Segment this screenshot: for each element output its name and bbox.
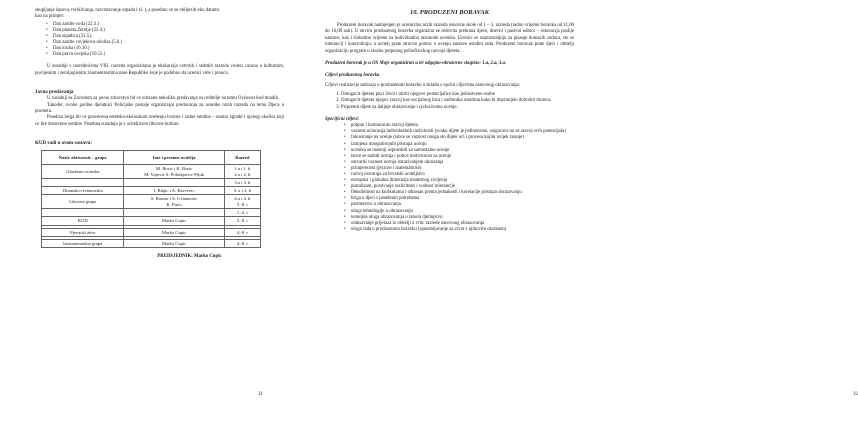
table-cell: 3. a i 3. b <box>224 187 260 195</box>
paragraph-excursion: U suradnji s razrednicima VIII. razreda organizirana je ekskurzija cetvrtih i sedmih razreda vodeci racuna o kulturnim, povijesnim i zemljopisnim znamenitostima nase Republike koje je podobno da ucenici vide i proucu. <box>35 64 284 76</box>
page-number-left: 31 <box>258 392 263 397</box>
table-header-row <box>42 151 261 165</box>
table-row <box>42 217 261 225</box>
table-cell: Marko Cupic <box>124 239 224 247</box>
goals-list <box>325 92 574 111</box>
list-item: • potpun i harmonican razvoj djeteta <box>351 123 574 129</box>
list-item: • fokusiranje na ucenje (istice se vaznost onoga sto dijete uci i procesa kojim uvijek znanje) <box>351 135 574 141</box>
list-item: • Dan zastite voda (22.3.) <box>53 22 284 28</box>
kud-table-body <box>42 165 261 248</box>
table-header: Ime i prezime ucitelja <box>124 151 224 165</box>
list-item: • Dan prava covjeka (10.12.) <box>53 52 284 58</box>
page-right <box>300 0 858 424</box>
intro-line-1: skupljanje lapova, recikliranja, razvrstavanje otpada i sl. ), a posebno ce se obiljeziti eko datumi <box>35 8 220 13</box>
list-item: • uloga rada u produzenom boravku (sposobljavanje za zivot s njihovim okolisem) <box>351 227 574 233</box>
paragraph-intro: Produzeni boravak namijenjen je ucenicima nizih razreda osnovne skole od 1 – 3. razreda (radno vrijeme boravka od 11,00 do 16,00 sati). U okviru produzenog boravka organizira se redovita prehrana djece, dnevni i pasivni odmor – rekreacija poslije nastave, kao i slobodno vrijeme za individualnu razonodu ucenika. Ucenici se osamostaljuju za pisanje domacih zadaca, sto se tolerancij i kontroliraju, a ucitelj prate strucnu pomoc u ucenju nastave ostalim rada. Produzeni boravak prate djeci i obitelji organizaciju program u sluzbu potpunog psihofizickog razvoja djeteta. <box>325 23 574 54</box>
heading-specific-goals: Specificni ciljevi: <box>325 116 360 122</box>
table-cell <box>42 178 124 186</box>
table-row <box>42 195 261 209</box>
list-item: • Dan planeta Zemlje (22.4.) <box>53 28 284 34</box>
list-item: • europska i globalna dimenzija modernog zivljenja <box>351 178 574 184</box>
table-cell: KUD <box>42 217 124 225</box>
heading-groups: Produzeni boravak je u OS Moje organiziran u tri odgojno-obrazovne skupine: 1.a, 2.a, 3.a. <box>325 61 507 67</box>
list-item: 1. Omogucit djetetu puzi 3ivot i okriti njegove potencijalice kao jedinstvene osobe <box>341 92 574 98</box>
table-row <box>42 187 261 195</box>
page-gutter <box>299 0 300 424</box>
list-item: • Dan sipadica (31.5), <box>53 34 284 40</box>
page-left <box>0 0 300 424</box>
table-row <box>42 239 261 247</box>
list-item: • fleksibilnost na kurikuluma i odnosan prema jednakosti i korelacije pristupa obrazovanju <box>351 190 574 196</box>
list-item: • razvoj ostvaraja za hrvatski uciteljstvo <box>351 172 574 178</box>
table-row <box>42 209 261 217</box>
list-item: • Dan kruha (16.10.) <box>53 46 284 52</box>
table-cell <box>42 209 124 217</box>
list-item: • primjerenost (jezicne i matematicke) <box>351 166 574 172</box>
list-item: • uloga tehnologije u obrazovanju <box>351 209 574 215</box>
table-cell <box>124 209 224 217</box>
president-signature: PREDSJEDNIK: Marko Cupic <box>157 254 222 260</box>
table-cell: M. Rosic i K. Boric M. Vujevic S. Pololapovic-Pijuk <box>124 165 224 179</box>
table-header: Razred <box>224 151 260 165</box>
table-header: Naziv aktivnosti – grupe <box>42 151 124 165</box>
list-item: • temeljna uloga obrazovanja u ranom djetinjstvu <box>351 215 574 221</box>
table-cell: Instrumentalna grupa <box>42 239 124 247</box>
table-cell: S. Romac i S. Cvitanovic K. Puric <box>124 195 224 209</box>
table-cell: I. Blajic i A. Bavcevic <box>124 187 224 195</box>
table-cell: 5.-8. r <box>224 217 260 225</box>
paragraph-lectures-1: U suradnji sa Zavodom za javno zdravstvo bit ce odrzano nekoliko predavanja za roditelje na temu Ovisnost kod mladih. <box>47 96 280 102</box>
kud-table <box>41 150 261 248</box>
table-cell: 1.-4. r <box>224 209 260 217</box>
table-cell: 4.-8. r <box>224 239 260 247</box>
list-item: • partnerstvo u obrazovanju <box>351 202 574 208</box>
heading-goals: Ciljevi produzenog boravka <box>325 73 380 79</box>
table-cell: Pjevacki zbor <box>42 228 124 236</box>
page-number-right: 32 <box>853 392 858 397</box>
heading-lectures: Javna predavanja <box>35 90 74 96</box>
list-item: • pluralizam, postivanje razlicitosti i vodsost tolerancije <box>351 184 574 190</box>
paragraph-lectures-3: Posebna briga bit ce posvecena estetsko-ekoloskom uredenju hvorne i radne sredine – unutar zgrade i njenog okolisa koji ce lire drustvene sredine. Posebna suradnja je s ucitelјicom likovne kulture. <box>35 115 284 127</box>
table-row <box>42 228 261 236</box>
table-cell: Glazbeno-scenska <box>42 165 124 179</box>
table-cell: 4.a i 4. b 5.-8. r <box>224 195 260 209</box>
list-item: • istice se naduti ucenja i potice motivirnost za ucenje <box>351 154 574 160</box>
table-row <box>42 165 261 179</box>
table-cell: Likovna grupa <box>42 195 124 209</box>
table-cell: 3.a i 3. b <box>224 178 260 186</box>
paragraph-lectures-2: Takoder, ovoke godine djelatnici Policijske postaje organiziraju predavanja za ucenike nizih razreda na temu Djeca u prometu. <box>35 102 284 114</box>
heading-kud: KUD radi u ovom sastavu: <box>35 141 92 147</box>
table-cell: Marko Cupic <box>124 228 224 236</box>
eco-dates-list <box>35 22 284 59</box>
table-cell: 4.-8. r <box>224 228 260 236</box>
paragraph-goals: Ciljevi realizacije sadrzaja u produzenom boravku u skladu s opcim ciljevima osnovnog obrazovanja: <box>325 82 521 88</box>
table-row <box>42 178 261 186</box>
list-item: 3. Pripremit dijete za daljnje obrazovanje i cjelozivotno ucenje. <box>341 105 574 111</box>
table-cell: Marko Cupic <box>124 217 224 225</box>
list-item: • ostvariti vaznost ucenja istrazivanjem okruzenja <box>351 160 574 166</box>
page-title: 10. PRODUZENI BORAVAK <box>409 9 490 16</box>
table-cell: 1.a i 1. b 2.a i 2. b <box>224 165 260 179</box>
list-item: • izmijena mnogobrojnih pristupa ucenju <box>351 142 574 148</box>
list-item: • briga o djeci s posebnim potrebama <box>351 196 574 202</box>
table-cell: Dramsko-recitatorska <box>42 187 124 195</box>
intro-line-2: kao na primjer: <box>35 14 65 20</box>
list-item: • ucenika se mastoji osposobiti za samostalno ucenje <box>351 148 574 154</box>
list-item: • Dan zastite covjekova okolisa (5.6.) <box>53 40 284 46</box>
table-cell <box>124 178 224 186</box>
list-item: 2. Omogucit djetetu njegov razvoj kao socijalnog bica i sudionika ostalima kako bi doprinijelo dobrobit drustva. <box>341 98 574 104</box>
list-item: • olaksavanje prijelaza iz obitelji u vrtic razrede osnovnog obrazovanja <box>351 221 574 227</box>
list-item: • vaznost ucincanja individualnih razlicitosti (svako dijete je jedinstveno, osigurava nu se razvoj svih potencijala) <box>351 129 574 135</box>
specific-goals-list <box>325 123 574 233</box>
